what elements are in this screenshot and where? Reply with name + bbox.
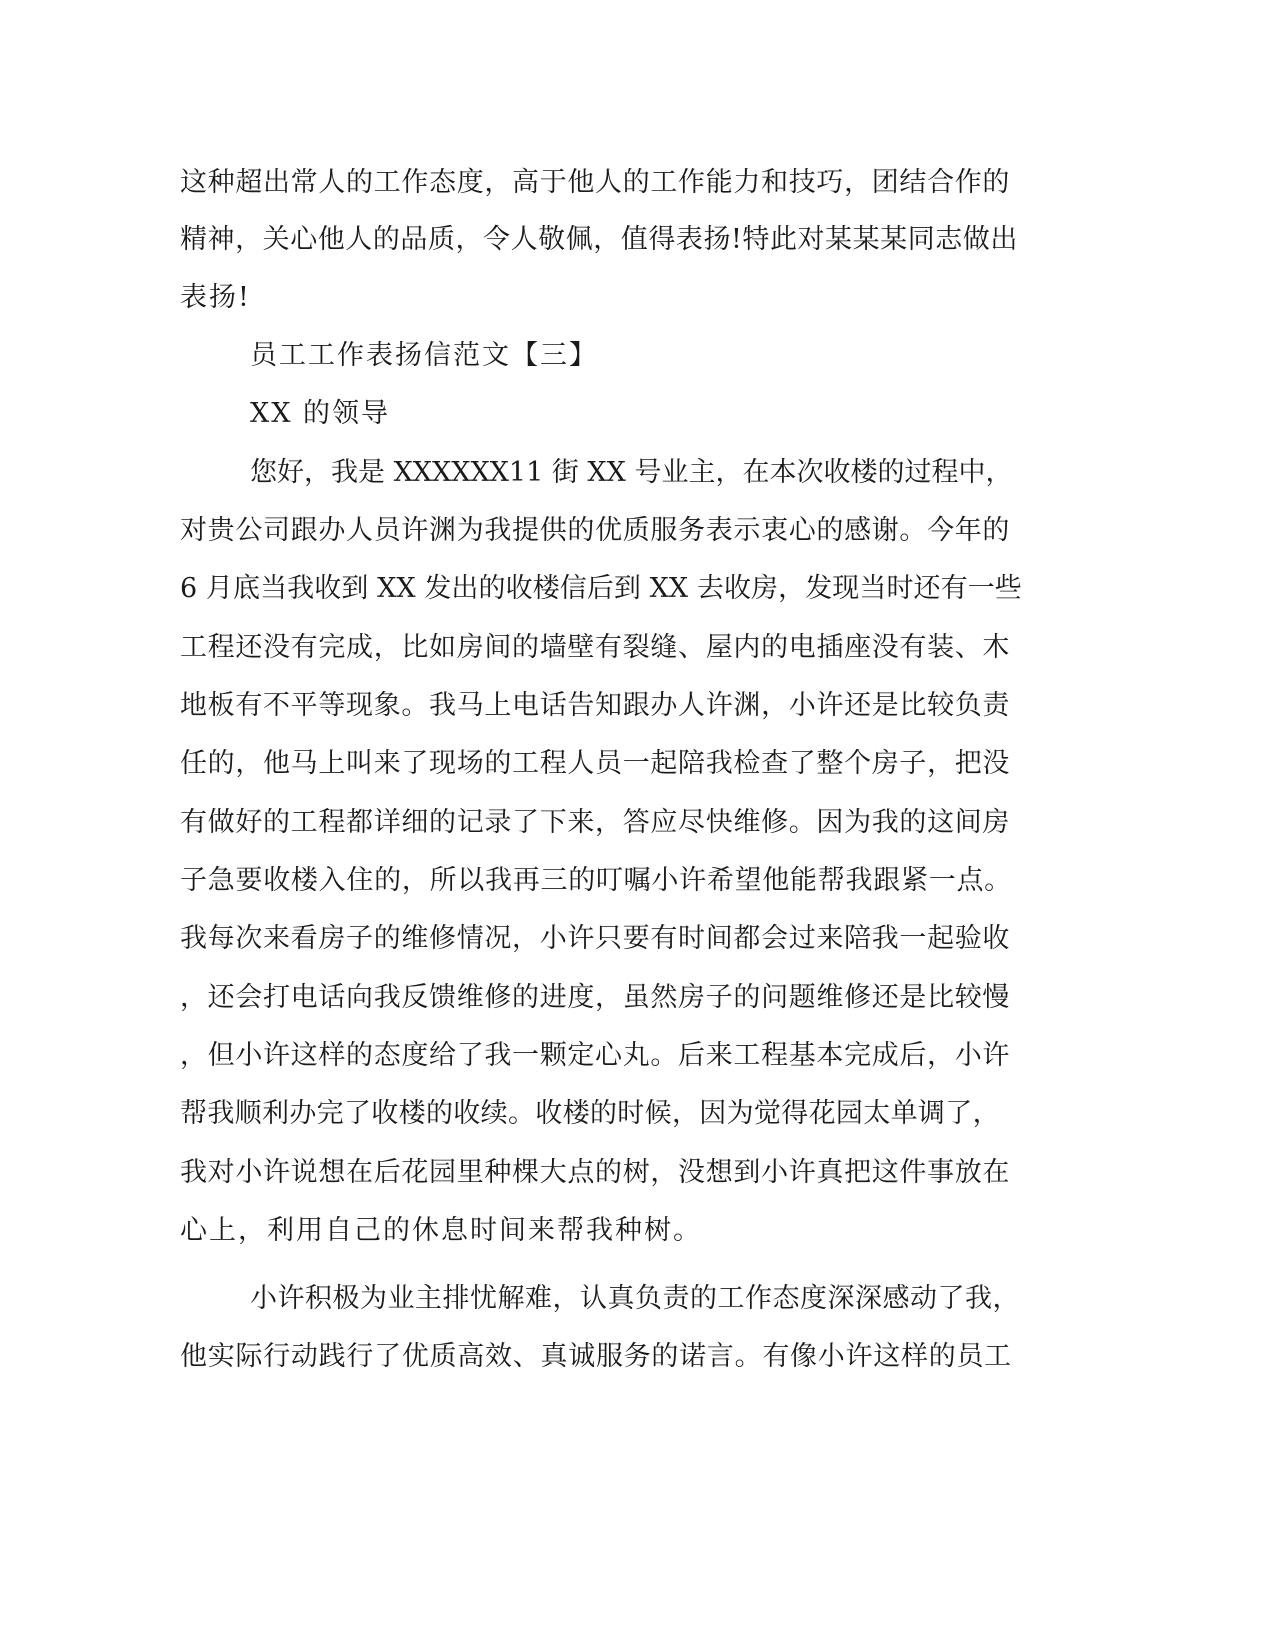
text-line: 我对小许说想在后花园里种棵大点的树，没想到小许真把这件事放在: [180, 1157, 1011, 1188]
text-line: 他实际行动践行了优质高效、真诚服务的诺言。有像小许这样的员工: [180, 1341, 1012, 1372]
section-heading: 员工工作表扬信范文【三】: [250, 340, 598, 371]
text-line: 地板有不平等现象。我马上电话告知跟办人许渊，小许还是比较负责: [180, 690, 1011, 721]
text-line: 子急要收楼入住的，所以我再三的叮嘱小许希望他能帮我跟紧一点。: [180, 865, 1012, 896]
text-line: ，但小许这样的态度给了我一颗定心丸。后来工程基本完成后，小许: [180, 1040, 1011, 1071]
text-line: 帮我顺利办完了收楼的收续。收楼的时候，因为觉得花园太单调了，: [180, 1098, 1000, 1129]
text-line: 对贵公司跟办人员许渊为我提供的优质服务表示衷心的感谢。今年的: [180, 515, 1011, 546]
text-line: 有做好的工程都详细的记录了下来，答应尽快维修。因为我的这间房: [180, 807, 1011, 838]
text-line: 小许积极为业主排忧解难，认真负责的工作态度深深感动了我，: [250, 1283, 1020, 1314]
text-line: 精神，关心他人的品质，令人敬佩，值得表扬!特此对某某某同志做出: [180, 224, 1018, 255]
text-line: 心上，利用自己的休息时间来帮我种树。: [180, 1215, 702, 1246]
text-line: 工程还没有完成，比如房间的墙壁有裂缝、屋内的电插座没有装、木: [180, 632, 1011, 663]
salutation: XX 的领导: [250, 398, 391, 429]
text-line: 这种超出常人的工作态度，高于他人的工作能力和技巧，团结合作的: [180, 167, 1011, 198]
text-line: 表扬!: [180, 282, 251, 313]
text-line: 6 月底当我收到 XX 发出的收楼信后到 XX 去收房，发现当时还有一些: [180, 573, 1022, 604]
text-line: 我每次来看房子的维修情况，小许只要有时间都会过来陪我一起验收: [180, 923, 1011, 954]
text-line: ，还会打电话向我反馈维修的进度，虽然房子的问题维修还是比较慢: [180, 982, 1011, 1013]
text-line: 您好，我是 XXXXXX11 街 XX 号业主，在本次收楼的过程中，: [250, 457, 1013, 488]
text-line: 任的，他马上叫来了现场的工程人员一起陪我检查了整个房子，把没: [180, 748, 1011, 779]
